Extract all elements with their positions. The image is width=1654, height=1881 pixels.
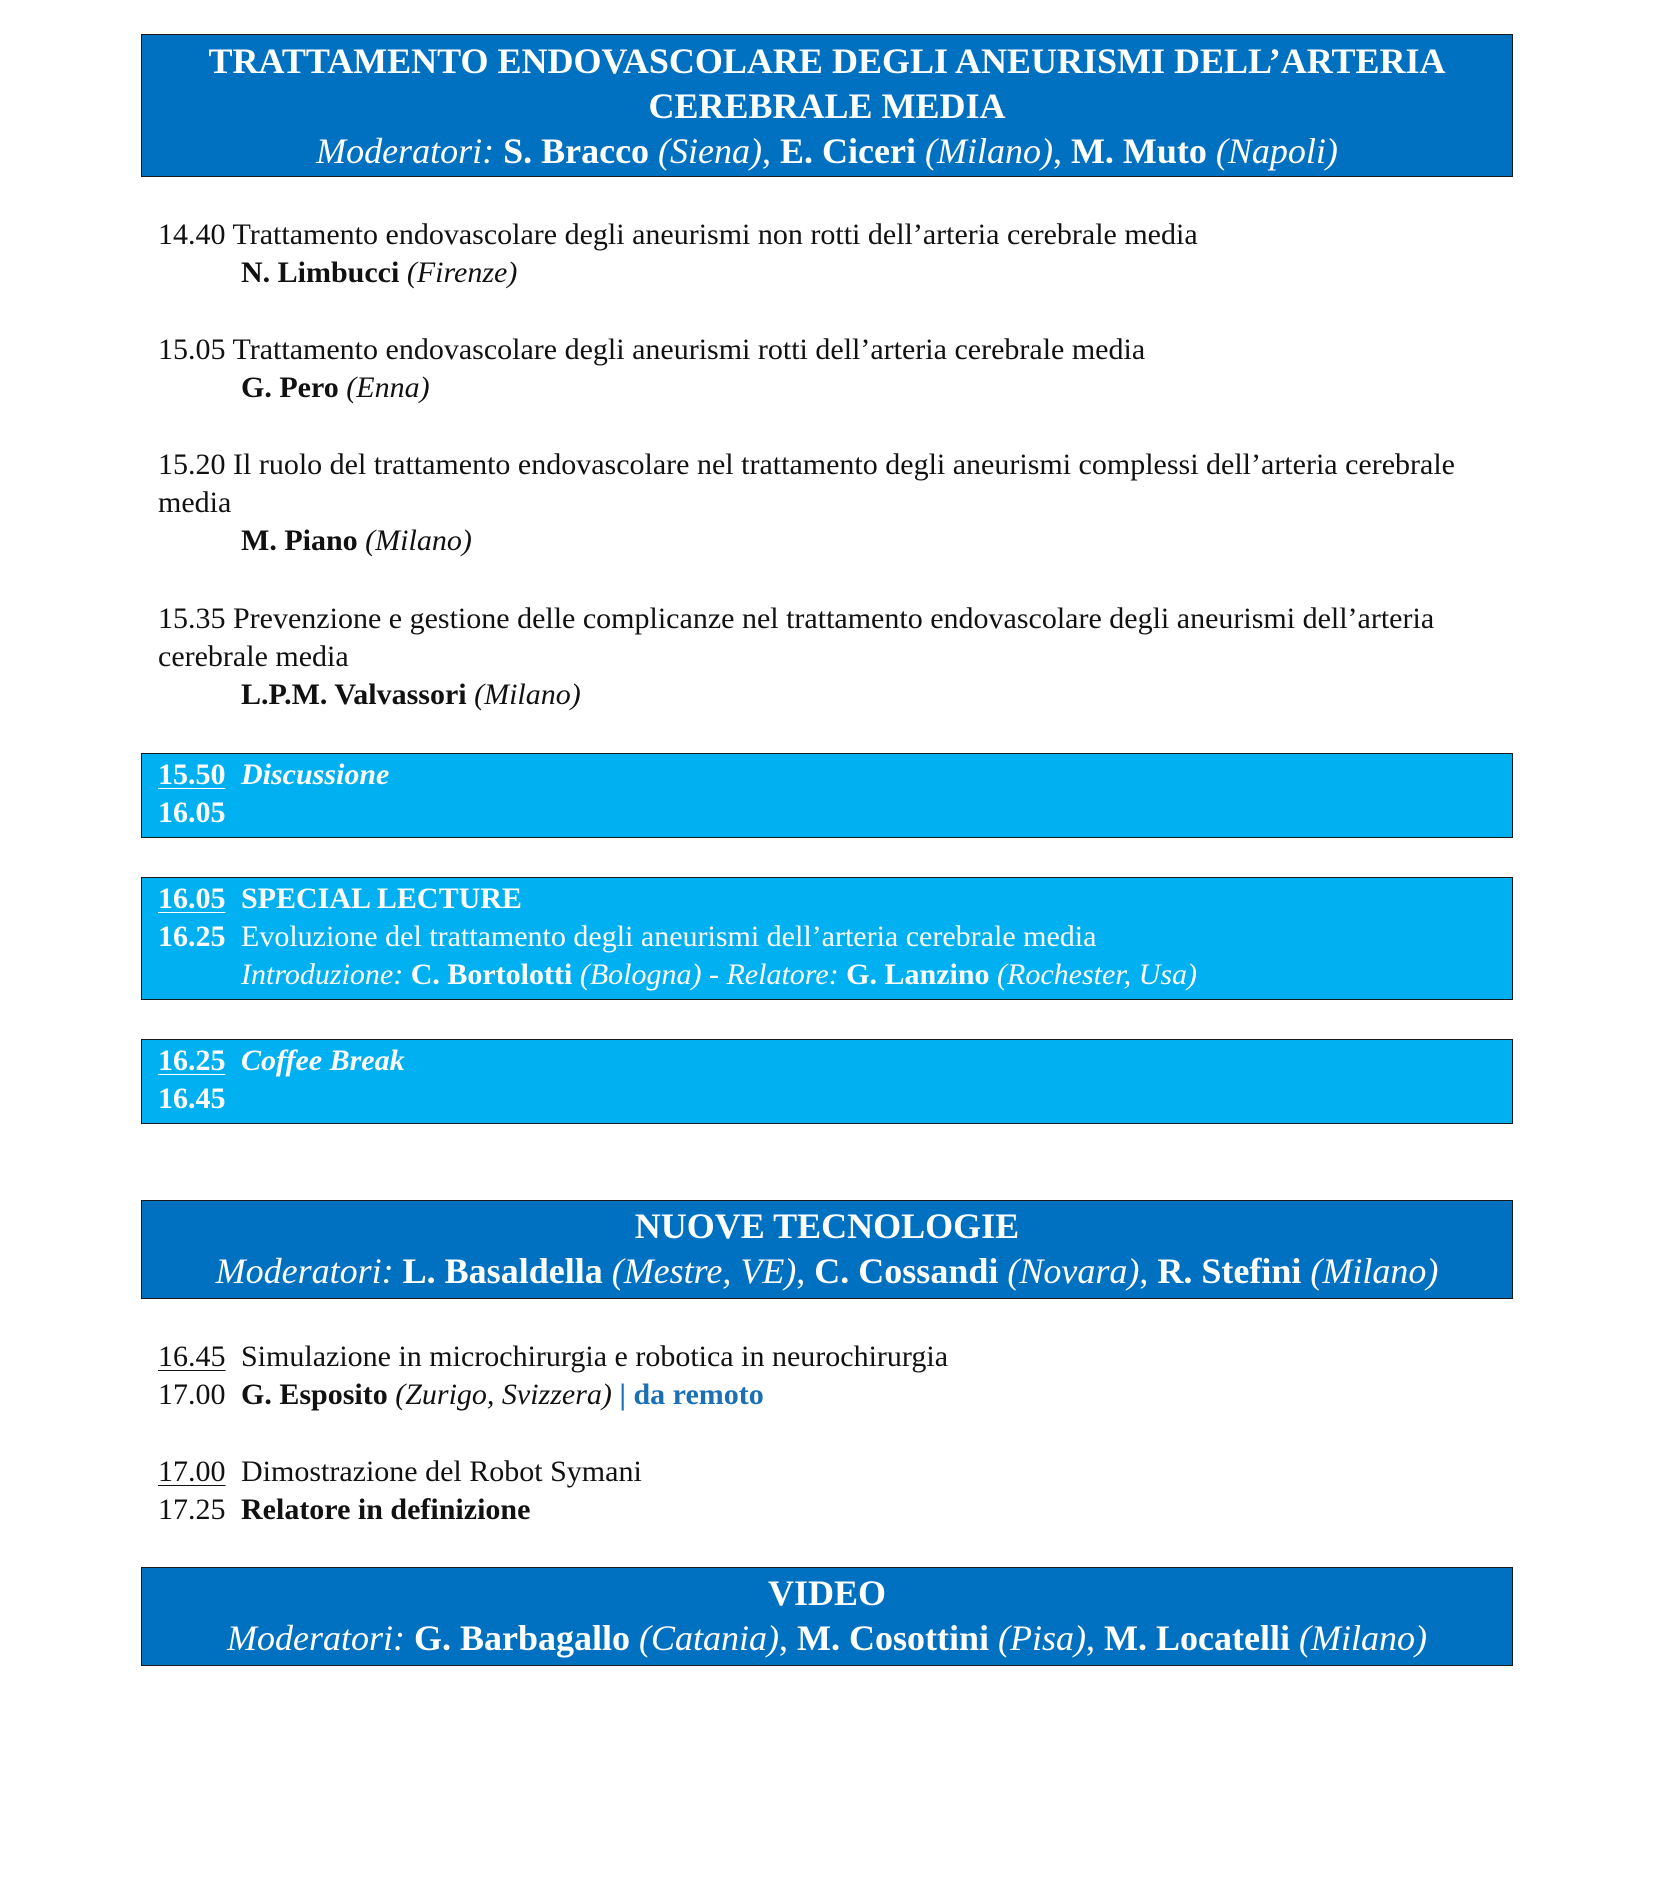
speaker-city: (Zurigo, Svizzera) bbox=[395, 1378, 612, 1411]
talk-speaker-line bbox=[158, 676, 1458, 714]
discussion-label: Discussione bbox=[241, 758, 390, 791]
moderators-label: Moderatori: bbox=[215, 1251, 394, 1291]
start-time: 16.45 bbox=[158, 1340, 226, 1373]
moderators-label: Moderatori: bbox=[316, 131, 495, 171]
talk-time: 15.05 bbox=[158, 333, 226, 366]
special-lecture-title-line bbox=[158, 918, 1512, 956]
talk-title: Dimostrazione del Robot Symani bbox=[241, 1455, 642, 1488]
talk-time: 15.35 bbox=[158, 602, 226, 635]
speaker-name: G. Lanzino bbox=[846, 958, 990, 991]
end-time: 16.45 bbox=[158, 1082, 226, 1115]
session-title-line1: TRATTAMENTO ENDOVASCOLARE DEGLI ANEURISMI DELL’ARTERIA bbox=[208, 41, 1446, 81]
talk-title-line bbox=[158, 1453, 1498, 1491]
special-lecture-label: SPECIAL LECTURE bbox=[241, 882, 522, 915]
moderator-name: M. Muto bbox=[1070, 131, 1207, 171]
speaker-name: Relatore in definizione bbox=[241, 1493, 531, 1526]
start-time: 15.50 bbox=[158, 758, 226, 791]
remote-badge: | da remoto bbox=[619, 1378, 764, 1411]
discussion-start-line bbox=[158, 756, 1512, 794]
talk-title: Trattamento endovascolare degli aneurismi non rotti dell’arteria cerebrale media bbox=[232, 218, 1198, 251]
moderator-city: (Novara) bbox=[1007, 1251, 1140, 1291]
talk-item bbox=[158, 1338, 1498, 1414]
speaker-city: (Firenze) bbox=[406, 256, 518, 289]
talk-title-line bbox=[158, 1338, 1498, 1376]
session-header-video bbox=[141, 1567, 1513, 1666]
talk-title: Simulazione in microchirurgia e robotica in neurochirurgia bbox=[241, 1340, 949, 1373]
speaker-name: L.P.M. Valvassori bbox=[241, 678, 467, 711]
speaker-city: (Milano) bbox=[474, 678, 581, 711]
intro-name: C. Bortolotti bbox=[410, 958, 573, 991]
special-lecture-title: Evoluzione del trattamento degli aneurismi dell’arteria cerebrale media bbox=[241, 920, 1097, 953]
moderator-city: (Napoli) bbox=[1215, 131, 1338, 171]
talk-item bbox=[158, 446, 1488, 560]
coffee-label: Coffee Break bbox=[241, 1044, 405, 1077]
talk-time: 15.20 bbox=[158, 448, 226, 481]
talk-speaker-line bbox=[158, 1491, 1498, 1529]
start-time: 17.00 bbox=[158, 1455, 226, 1488]
session-header-endovascular bbox=[141, 34, 1513, 177]
speaker-label: Relatore: bbox=[726, 958, 839, 991]
moderator-city: (Milano) bbox=[1310, 1251, 1439, 1291]
start-time: 16.05 bbox=[158, 882, 226, 915]
session-title: NUOVE TECNOLOGIE bbox=[634, 1206, 1020, 1246]
talk-title: Trattamento endovascolare degli aneurismi rotti dell’arteria cerebrale media bbox=[232, 333, 1146, 366]
discussion-end-line bbox=[158, 794, 1512, 832]
speaker-city: (Rochester, Usa) bbox=[997, 958, 1197, 991]
talk-title-line bbox=[158, 331, 1498, 369]
discussion-box bbox=[141, 753, 1513, 838]
moderator-name: G. Barbagallo bbox=[414, 1618, 631, 1658]
moderator-name: E. Ciceri bbox=[780, 131, 916, 171]
start-time: 16.25 bbox=[158, 1044, 226, 1077]
speaker-name: G. Esposito bbox=[241, 1378, 388, 1411]
special-lecture-speakers bbox=[158, 956, 1512, 994]
moderator-city: (Siena) bbox=[658, 131, 763, 171]
end-time: 16.25 bbox=[158, 920, 226, 953]
speaker-name: N. Limbucci bbox=[241, 256, 400, 289]
moderator-city: (Pisa) bbox=[998, 1618, 1087, 1658]
talk-title: Il ruolo del trattamento endovascolare nel trattamento degli aneurismi complessi dell’arteria cerebrale media bbox=[158, 448, 1455, 519]
talk-item bbox=[158, 331, 1498, 407]
intro-label: Introduzione: bbox=[241, 958, 404, 991]
moderators-label: Moderatori: bbox=[227, 1618, 406, 1658]
talk-item bbox=[158, 600, 1458, 714]
moderator-city: (Mestre, VE) bbox=[611, 1251, 797, 1291]
moderator-name: C. Cossandi bbox=[814, 1251, 999, 1291]
moderator-city: (Milano) bbox=[924, 131, 1053, 171]
special-lecture-box bbox=[141, 877, 1513, 1000]
special-lecture-heading bbox=[158, 880, 1512, 918]
end-time: 17.25 bbox=[158, 1493, 226, 1526]
moderators-line: Moderatori: S. Bracco (Siena), E. Ciceri (Milano), M. Muto (Napoli) bbox=[316, 131, 1338, 171]
coffee-start-line bbox=[158, 1042, 1512, 1080]
moderator-city: (Milano) bbox=[1298, 1618, 1427, 1658]
moderator-city: (Catania) bbox=[639, 1618, 780, 1658]
speaker-city: (Milano) bbox=[365, 524, 472, 557]
session-header-new-technologies bbox=[141, 1200, 1513, 1299]
coffee-break-box bbox=[141, 1039, 1513, 1124]
moderators-line: Moderatori: L. Basaldella (Mestre, VE), C. Cossandi (Novara), R. Stefini (Milano) bbox=[215, 1251, 1439, 1291]
talk-speaker-line bbox=[158, 522, 1488, 560]
end-time: 17.00 bbox=[158, 1378, 226, 1411]
talk-speaker-line bbox=[158, 254, 1498, 292]
talk-item bbox=[158, 1453, 1498, 1529]
moderator-name: M. Cosottini bbox=[797, 1618, 990, 1658]
session-title: VIDEO bbox=[767, 1573, 887, 1613]
talk-title: Prevenzione e gestione delle complicanze nel trattamento endovascolare degli aneurismi dell’arteria cerebrale media bbox=[158, 602, 1435, 673]
talk-item bbox=[158, 216, 1498, 292]
talk-title-line bbox=[158, 216, 1498, 254]
talk-speaker-line bbox=[158, 1376, 1498, 1414]
moderator-name: M. Locatelli bbox=[1104, 1618, 1290, 1658]
coffee-end-line bbox=[158, 1080, 1512, 1118]
moderator-name: L. Basaldella bbox=[402, 1251, 603, 1291]
talk-speaker-line bbox=[158, 369, 1498, 407]
speaker-name: M. Piano bbox=[241, 524, 358, 557]
speaker-name: G. Pero bbox=[241, 371, 339, 404]
speaker-city: (Enna) bbox=[346, 371, 430, 404]
talk-time: 14.40 bbox=[158, 218, 226, 251]
talk-title-line bbox=[158, 600, 1458, 676]
talk-title-line bbox=[158, 446, 1488, 522]
moderators-line: Moderatori: G. Barbagallo (Catania), M. Cosottini (Pisa), M. Locatelli (Milano) bbox=[227, 1618, 1427, 1658]
session-title-line2: CEREBRALE MEDIA bbox=[648, 86, 1006, 126]
moderator-name: S. Bracco bbox=[503, 131, 650, 171]
moderator-name: R. Stefini bbox=[1157, 1251, 1302, 1291]
intro-city: (Bologna) - bbox=[579, 958, 727, 991]
end-time: 16.05 bbox=[158, 796, 226, 829]
